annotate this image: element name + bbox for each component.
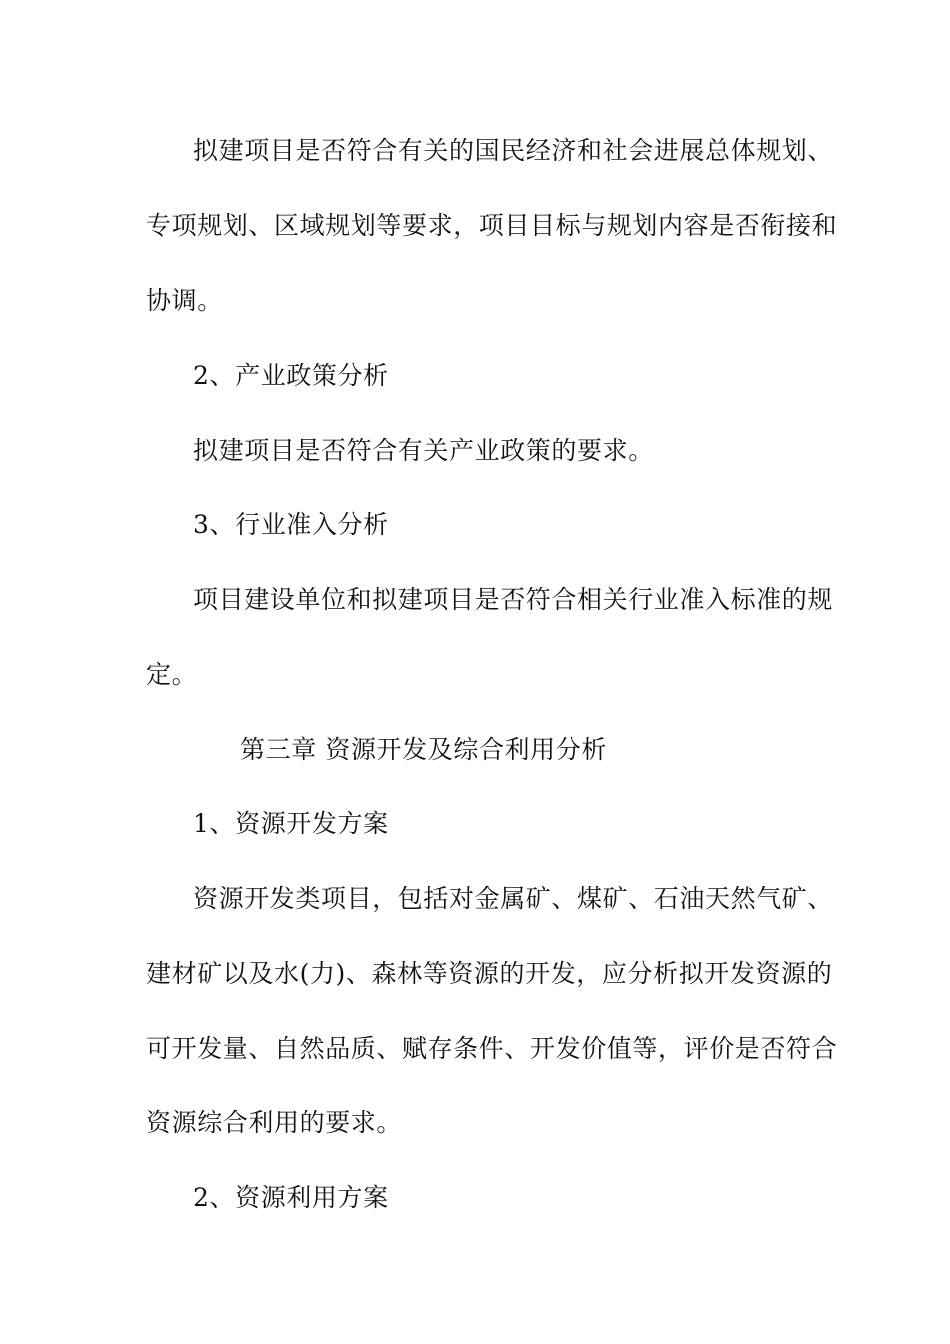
paragraph-line: 可开发量、自然品质、赋存条件、开发价值等，评价是否符合 [146, 1034, 838, 1063]
section-heading: 2、资源利用方案 [193, 1183, 389, 1212]
paragraph-line: 建材矿以及水(力)、森林等资源的开发，应分析拟开发资源的 [146, 959, 833, 988]
paragraph-line: 定。 [146, 660, 198, 689]
paragraph-line: 资源开发类项目，包括对金属矿、煤矿、石油天然气矿、 [193, 884, 834, 913]
paragraph-line: 拟建项目是否符合有关的国民经济和社会进展总体规划、 [193, 136, 834, 165]
chapter-title: 第三章 资源开发及综合利用分析 [240, 735, 607, 764]
paragraph-line: 拟建项目是否符合有关产业政策的要求。 [193, 436, 654, 465]
paragraph-line: 协调。 [146, 286, 223, 315]
section-heading: 1、资源开发方案 [193, 809, 389, 838]
section-heading: 3、行业准入分析 [193, 510, 389, 539]
paragraph-line: 资源综合利用的要求。 [146, 1108, 403, 1137]
paragraph-line: 专项规划、区域规划等要求，项目目标与规划内容是否衔接和 [146, 211, 838, 240]
paragraph-line: 项目建设单位和拟建项目是否符合相关行业准入标准的规 [193, 585, 834, 614]
section-heading: 2、产业政策分析 [193, 361, 389, 390]
